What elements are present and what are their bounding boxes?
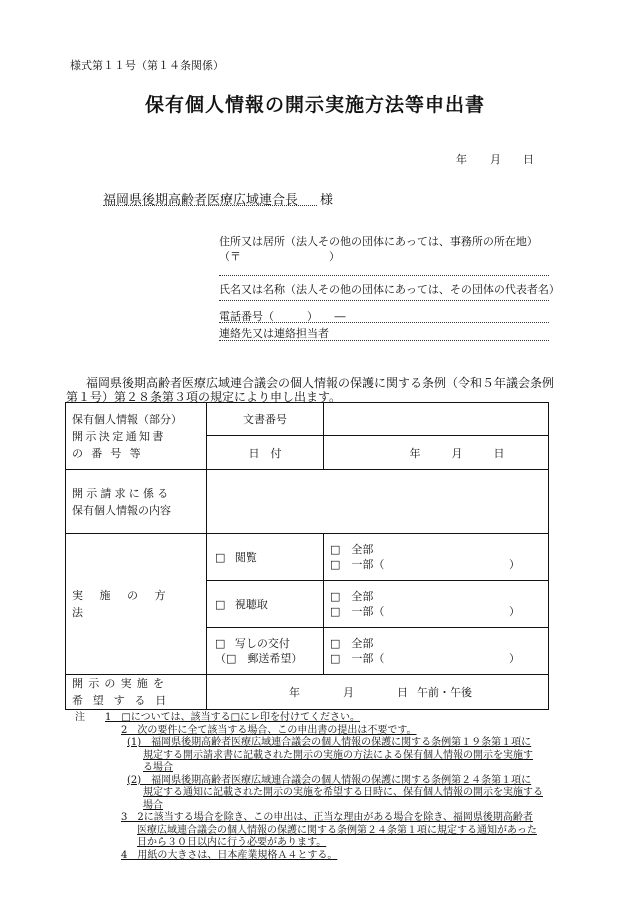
name-label: 氏名又は名称（法人その他の団体にあっては、その団体の代表者名） [219,283,560,296]
notes: 注 1 □については、該当する□にレ印を付けてください。 2 次の要件に全て該当する場合、この申出書の提出は不要です。 (1) 福岡県後期高齢者医療広域連合議会の個人情報の保護に関する条例第１９条第１項に 規定する開示請求書に記載された開示の実施の方法による保有個人情報の開示を実施す る場合 (2) 福岡県後期高齢者医療広域連合議会の個人情報の保護に関する条例第２４条第１項に 規定する通知に記載された開示の実施を希望する日時に、保有個人情報の開示を実施する 場合 3 2に該当する場合を除き、この申出は、正当な理由がある場合を除き、福岡県後期高齢者 医療広域連合議会の個人情報の保護に関する条例第２４条第１項に規定する通知があった 日から３０日以内に行う必要があります。 4 用紙の大きさは、日本産業規格Ａ４とする。 [75,712,543,861]
address-label: 住所又は居所（法人その他の団体にあっては、事務所の所在地） [219,235,538,248]
checkbox-copy[interactable]: □ [215,637,226,650]
method-viewing[interactable]: □ 閲覧 [207,534,324,581]
contact-label: 連絡先又は連絡担当者 [219,327,329,340]
mail-request-option[interactable]: （□ 郵送希望） [215,652,303,665]
note-1: 1 □については、該当する□にレ印を付けてください。 [105,712,361,723]
method-listening[interactable]: □ 視聴取 [207,581,324,628]
date-field[interactable]: 年 月 日 [324,436,549,470]
doc-number-label: 文書番号 [207,403,324,436]
contact-line [219,340,549,341]
wish-date-label: 開示の実施を 希望する日 [66,675,207,710]
date-label: 日 付 [207,436,324,470]
method-label: 実施の方法 [66,534,207,675]
addressee-suffix: 様 [320,193,334,208]
content-field[interactable] [207,470,549,534]
date-day: 日 [523,153,534,166]
note-3: 3 2に該当する場合を除き、この申出は、正当な理由がある場合を除き、福岡県後期高齢者 [121,812,533,823]
note-4: 4 用紙の大きさは、日本産業規格Ａ４とする。 [121,849,338,861]
intro-line-2: 第１号）第２８条第３項の規定により申し出ます。 [66,390,342,404]
date-month: 月 [490,153,501,166]
date-year: 年 [456,153,467,166]
method-copy[interactable]: □ 写しの交付 （□ 郵送希望） [207,628,324,675]
document-title: 保有個人情報の開示実施方法等申出書 [144,94,485,116]
scope-viewing[interactable]: □ 全部 □ 一部（ ） [324,534,549,581]
doc-number-field[interactable] [324,403,549,436]
addressee-underline [103,205,317,206]
addressee-name: 福岡県後期高齢者医療広域連合長 [103,193,299,208]
name-line [219,300,549,301]
disclosure-form-table [65,402,549,710]
note-2-2: (2) 福岡県後期高齢者医療広域連合議会の個人情報の保護に関する条例第２４条第１項に [127,774,532,786]
note-2: 2 次の要件に全て該当する場合、この申出書の提出は不要です。 [121,724,417,736]
checkbox-listening[interactable]: □ [215,598,226,611]
scope-listening[interactable]: □ 全部 □ 一部（ ） [324,581,549,628]
phone-line [219,322,549,323]
address-line [219,275,549,276]
checkbox-viewing[interactable]: □ [215,551,226,564]
content-label: 開示請求に係る 保有個人情報の内容 [66,470,207,534]
note-2-1: (1) 福岡県後期高齢者医療広域連合議会の個人情報の保護に関する条例第１９条第１項に [127,737,532,748]
scope-copy[interactable]: □ 全部 □ 一部（ ） [324,628,549,675]
postal-code-field[interactable]: （〒 ） [219,250,340,263]
wish-date-field[interactable]: 年 月 日 午前・午後 [207,675,549,710]
notice-number-label: 保有個人情報（部分） 開示決定通知書 の番号等 [66,403,207,470]
intro-line-1: 福岡県後期高齢者医療広域連合議会の個人情報の保護に関する条例（令和５年議会条例 [86,376,555,390]
phone-label: 電話番号（ ） ― [219,310,346,323]
form-number: 様式第１１号（第１４条関係） [70,59,224,72]
